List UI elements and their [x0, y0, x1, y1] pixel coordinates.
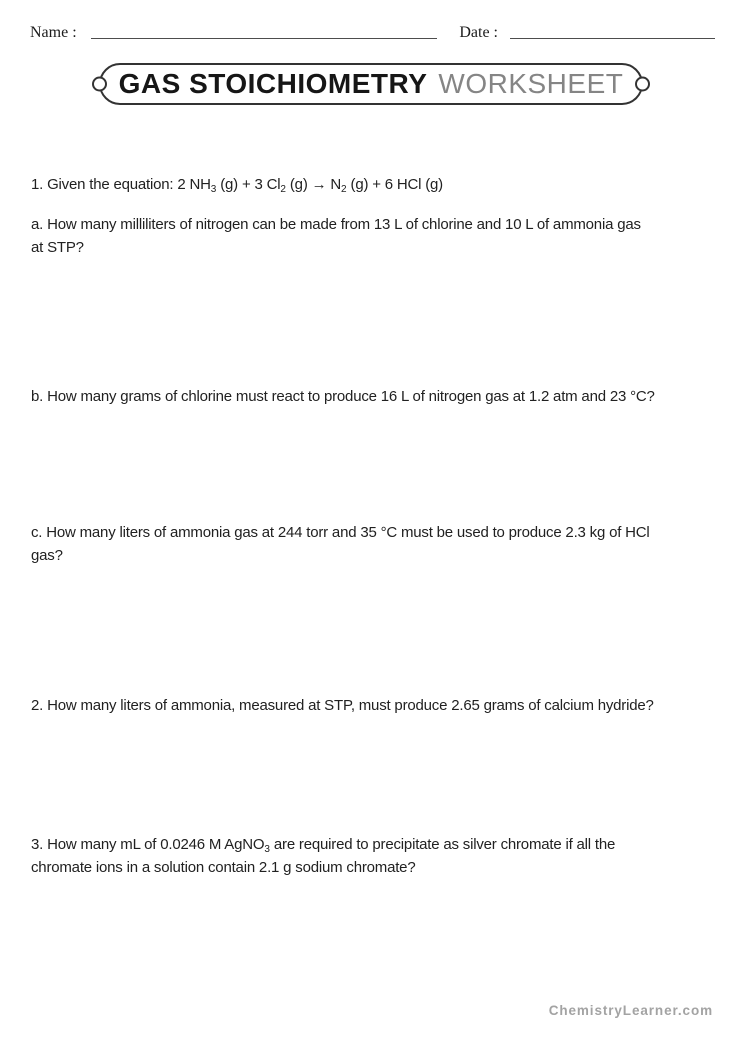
date-label: Date :	[459, 24, 498, 41]
question-1a-line1: a. How many milliliters of nitrogen can be made from 13 L of chlorine and 10 L of ammonia gas	[31, 216, 641, 233]
question-1c	[31, 521, 650, 567]
question-1c-line2: gas?	[31, 547, 63, 564]
title-endcap-left-circle	[92, 77, 107, 92]
title-endcap-right-circle	[635, 77, 650, 92]
question-3-line1: 3. How many mL of 0.0246 M AgNO$_3$ are required to precipitate as silver chromate if all the	[31, 836, 616, 855]
date-fill-line	[510, 37, 715, 39]
question-2: 2. How many liters of ammonia, measured at STP, must produce 2.65 grams of calcium hydride?	[31, 697, 654, 714]
title-banner	[0, 63, 742, 105]
title-pill	[99, 63, 643, 105]
question-1a-line2: at STP?	[31, 239, 84, 256]
subscript: 3	[264, 844, 270, 855]
question-3	[31, 833, 615, 879]
name-fill-line	[91, 37, 438, 39]
subscript: 2	[280, 184, 286, 195]
question-1a	[31, 213, 641, 259]
header	[30, 24, 715, 42]
page-title-primary: GAS STOICHIOMETRY	[118, 68, 428, 99]
question-1c-line1: c. How many liters of ammonia gas at 244 torr and 35 °C must be used to produce 2.3 kg of HCl	[31, 524, 650, 541]
name-label: Name :	[30, 24, 77, 41]
brand-watermark: ChemistryLearner.com	[548, 1003, 713, 1018]
question-1b: b. How many grams of chlorine must react to produce 16 L of nitrogen gas at 1.2 atm and 23 °C?	[31, 388, 655, 405]
page-title-secondary: WORKSHEET	[438, 68, 624, 99]
subscript: 3	[210, 184, 217, 195]
question-3-line2: chromate ions in a solution contain 2.1 g sodium chromate?	[31, 859, 416, 876]
subscript: 2	[341, 184, 347, 195]
question-1-equation: 1. Given the equation: 2 $NH_3$ (g) + 3 $Cl_2$ $(g) \to N_2$ (g) + 6 HCl (g)	[31, 176, 443, 195]
